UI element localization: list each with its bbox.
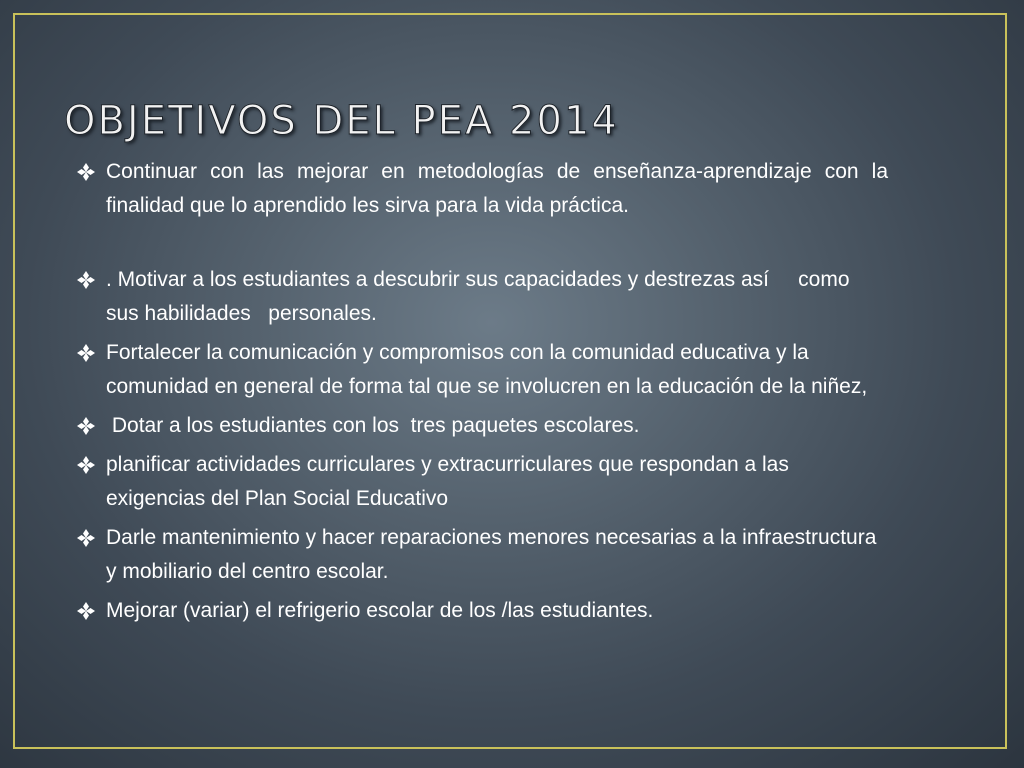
- list-item-text: Mejorar (variar) el refrigerio escolar de los /las estudiantes.: [106, 599, 654, 622]
- list-item: [74, 448, 888, 516]
- four-diamond-bullet-icon: [76, 417, 96, 435]
- list-item-text: Continuar con las mejorar en metodologías de enseñanza-aprendizaje con la finalidad que lo aprendido les sirva para la vida práctica.: [106, 160, 888, 217]
- list-item-text: Dotar a los estudiantes con los tres paquetes escolares.: [106, 414, 640, 437]
- list-item: [74, 155, 888, 223]
- objectives-list: [74, 155, 888, 633]
- list-item: [74, 521, 888, 589]
- list-item-text: Darle mantenimiento y hacer reparaciones menores necesarias a la infraestructura y mobiliario del centro escolar.: [106, 526, 877, 583]
- list-item-text: Fortalecer la comunicación y compromisos con la comunidad educativa y la comunidad en general de forma tal que se involucren en la educación de la niñez,: [106, 341, 868, 398]
- four-diamond-bullet-icon: [76, 529, 96, 547]
- four-diamond-bullet-icon: [76, 456, 96, 474]
- list-item-text: planificar actividades curriculares y extracurriculares que respondan a las exigencias del Plan Social Educativo: [106, 453, 789, 510]
- four-diamond-bullet-icon: [76, 344, 96, 362]
- four-diamond-bullet-icon: [76, 602, 96, 620]
- list-item: [74, 409, 888, 443]
- list-item-text: . Motivar a los estudiantes a descubrir sus capacidades y destrezas así como sus habilidades personales.: [106, 268, 856, 325]
- four-diamond-bullet-icon: [76, 163, 96, 181]
- four-diamond-bullet-icon: [76, 271, 96, 289]
- list-item: [74, 263, 888, 331]
- slide-title: OBJETIVOS DEL PEA 2014: [64, 98, 619, 144]
- list-item: [74, 594, 888, 628]
- list-item: [74, 336, 888, 404]
